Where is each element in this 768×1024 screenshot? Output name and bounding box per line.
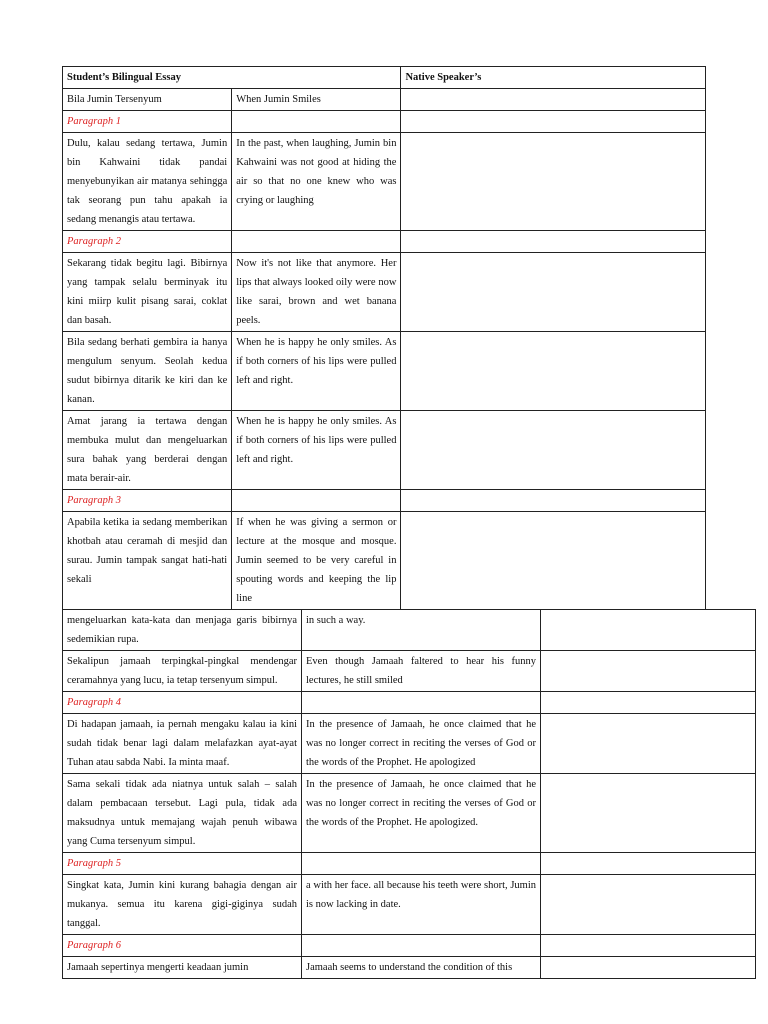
table-row	[63, 411, 706, 490]
table-row	[63, 957, 756, 979]
english-translation: In the presence of Jamaah, he once claimed that he was no longer correct in reciting the verses of God or the words of the Prophet. He apologized	[302, 714, 541, 774]
native-speaker-cell	[541, 957, 756, 979]
indonesian-text: Dulu, kalau sedang tertawa, Jumin bin Kahwaini tidak pandai menyebunyikan air matanya sehingga tak seorang pun tahu apakah ia sedang menangis atau tertawa.	[63, 133, 232, 231]
empty-cell	[302, 853, 541, 875]
table-body	[63, 111, 706, 610]
empty-cell	[232, 490, 401, 512]
native-speaker-cell	[401, 411, 706, 490]
paragraph-label: Paragraph 3	[63, 490, 232, 512]
english-translation: Now it's not like that anymore. Her lips that always looked oily were now like sarai, brown and wet banana peels.	[232, 253, 401, 332]
paragraph-heading-row	[63, 231, 706, 253]
indonesian-text: Sekarang tidak begitu lagi. Bibirnya yang tampak selalu berminyak itu kini miirp kulit pisang sarai, coklat dan basah.	[63, 253, 232, 332]
indonesian-text: Di hadapan jamaah, ia pernah mengaku kalau ia kini sudah tidak benar lagi dalam melafazkan ayat-ayat Tuhan atau sabda Nabi. Ia minta maaf.	[63, 714, 302, 774]
paragraph-label: Paragraph 4	[63, 692, 302, 714]
table-row	[63, 133, 706, 231]
table-row	[63, 610, 756, 651]
english-translation: In the past, when laughing, Jumin bin Kahwaini was not good at hiding the air so that no one knew who was crying or laughing	[232, 133, 401, 231]
english-translation: When he is happy he only smiles. As if both corners of his lips were pulled left and right.	[232, 411, 401, 490]
english-translation: a with her face. all because his teeth were short, Jumin is now lacking in date.	[302, 875, 541, 935]
empty-cell	[401, 490, 706, 512]
native-speaker-cell	[541, 714, 756, 774]
empty-cell	[541, 853, 756, 875]
table-row	[63, 774, 756, 853]
paragraph-label: Paragraph 1	[63, 111, 232, 133]
table-row	[63, 332, 706, 411]
table-row	[63, 651, 756, 692]
native-speaker-cell	[401, 133, 706, 231]
paragraph-heading-row	[63, 692, 756, 714]
empty-cell	[302, 935, 541, 957]
english-translation: When he is happy he only smiles. As if both corners of his lips were pulled left and right.	[232, 332, 401, 411]
native-speaker-cell	[401, 332, 706, 411]
table-row	[63, 253, 706, 332]
native-speaker-cell	[541, 875, 756, 935]
english-translation: in such a way.	[302, 610, 541, 651]
essay-table-page-2	[62, 609, 756, 979]
empty-cell	[232, 231, 401, 253]
native-speaker-cell	[401, 253, 706, 332]
paragraph-heading-row	[63, 853, 756, 875]
table-row	[63, 512, 706, 610]
paragraph-heading-row	[63, 935, 756, 957]
native-speaker-cell	[541, 610, 756, 651]
indonesian-text: Sekalipun jamaah terpingkal-pingkal mendengar ceramahnya yang lucu, ia tetap tersenyum simpul.	[63, 651, 302, 692]
header-native-speaker: Native Speaker’s	[401, 67, 706, 89]
paragraph-label: Paragraph 2	[63, 231, 232, 253]
empty-cell	[302, 692, 541, 714]
english-translation: Even though Jamaah faltered to hear his funny lectures, he still smiled	[302, 651, 541, 692]
empty-cell	[232, 111, 401, 133]
table-row	[63, 875, 756, 935]
indonesian-text: Jamaah sepertinya mengerti keadaan jumin	[63, 957, 302, 979]
paragraph-heading-row	[63, 490, 706, 512]
empty-cell	[541, 692, 756, 714]
header-student-essay: Student’s Bilingual Essay	[63, 67, 401, 89]
empty-cell	[401, 231, 706, 253]
indonesian-text: Sama sekali tidak ada niatnya untuk salah – salah dalam pembacaan tersebut. Lagi pula, tidak ada maksudnya untuk memajang wajah penuh wibawa yang Cuma tersenyum simpul.	[63, 774, 302, 853]
native-speaker-cell	[541, 774, 756, 853]
title-row	[63, 89, 706, 111]
indonesian-text: mengeluarkan kata-kata dan menjaga garis bibirnya sedemikian rupa.	[63, 610, 302, 651]
table-header-row	[63, 67, 706, 89]
essay-table-page-1	[62, 66, 706, 610]
english-translation: In the presence of Jamaah, he once claimed that he was no longer correct in reciting the verses of God or the words of the Prophet. He apologized.	[302, 774, 541, 853]
paragraph-label: Paragraph 5	[63, 853, 302, 875]
paragraph-heading-row	[63, 111, 706, 133]
paragraph-label: Paragraph 6	[63, 935, 302, 957]
english-translation: Jamaah seems to understand the condition of this	[302, 957, 541, 979]
title-english: When Jumin Smiles	[232, 89, 401, 111]
indonesian-text: Apabila ketika ia sedang memberikan khotbah atau ceramah di mesjid dan surau. Jumin tampak sangat hati-hati sekali	[63, 512, 232, 610]
native-speaker-cell	[541, 651, 756, 692]
empty-cell	[541, 935, 756, 957]
empty-cell	[401, 111, 706, 133]
english-translation: If when he was giving a sermon or lecture at the mosque and mosque. Jumin seemed to be very careful in spouting words and keeping the lip line	[232, 512, 401, 610]
title-indonesian: Bila Jumin Tersenyum	[63, 89, 232, 111]
title-native	[401, 89, 706, 111]
native-speaker-cell	[401, 512, 706, 610]
indonesian-text: Singkat kata, Jumin kini kurang bahagia dengan air mukanya. semua itu karena gigi-giginya sudah tanggal.	[63, 875, 302, 935]
table-row	[63, 714, 756, 774]
indonesian-text: Bila sedang berhati gembira ia hanya mengulum senyum. Seolah kedua sudut bibirnya ditarik ke kiri dan ke kanan.	[63, 332, 232, 411]
indonesian-text: Amat jarang ia tertawa dengan membuka mulut dan mengeluarkan sura bahak yang berderai dengan mata berair-air.	[63, 411, 232, 490]
table-body	[63, 610, 756, 979]
